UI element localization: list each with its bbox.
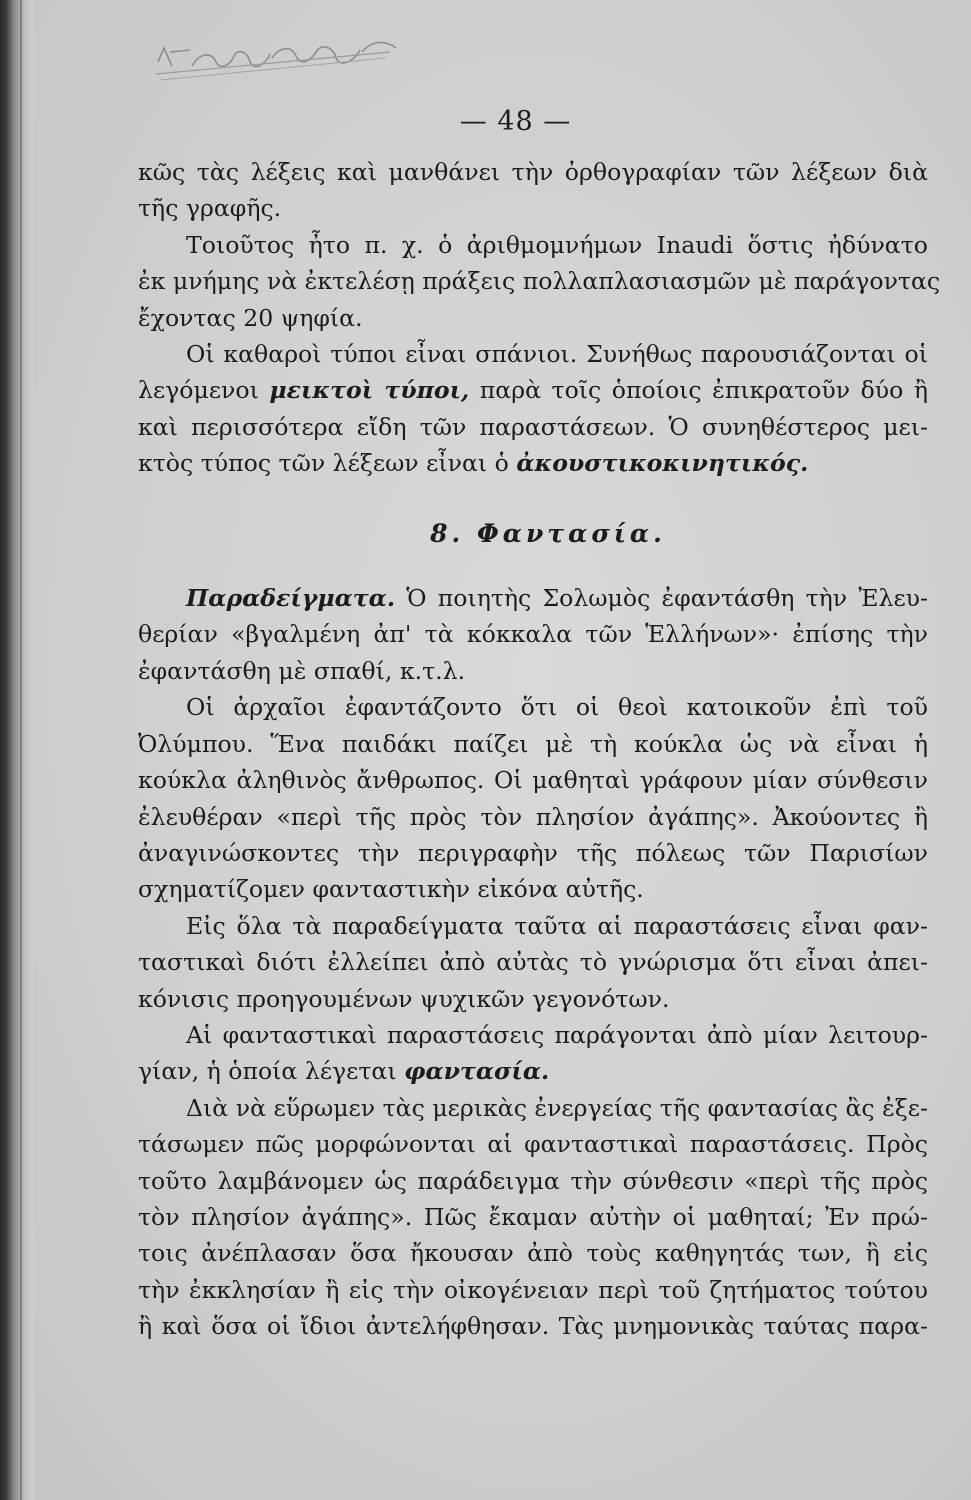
text-line: Οἱ καθαροὶ τύποι εἶναι σπάνιοι. Συνήθως παρουσιάζονται οἱ bbox=[186, 340, 928, 369]
page-binding-shadow bbox=[0, 0, 34, 1500]
paragraph bbox=[138, 227, 941, 336]
paragraph bbox=[138, 336, 928, 482]
text-line: Εἰς ὅλα τὰ παραδείγματα ταῦτα αἱ παραστάσεις εἶναι φαν- bbox=[186, 911, 928, 940]
text-line: Αἱ φανταστικαὶ παραστάσεις παράγονται ἀπὸ μίαν λειτουρ- bbox=[186, 1020, 928, 1049]
text-line: ἐκ μνήμης νὰ ἐκτελέσῃ πράξεις πολλαπλασιασμῶν μὲ παράγοντας bbox=[138, 267, 941, 296]
text-line bbox=[138, 1053, 928, 1089]
text-run: γίαν, ἡ ὁποία λέγεται bbox=[138, 1057, 397, 1086]
text-line: τῆς γραφῆς. bbox=[138, 194, 282, 223]
text-line: ἔχοντας 20 ψηφία. bbox=[138, 303, 363, 332]
text-line: Ὀλύμπου. Ἕνα παιδάκι παίζει μὲ τὴ κούκλα ὡς νὰ εἶναι ἡ bbox=[138, 729, 928, 758]
paragraph bbox=[138, 154, 928, 227]
text-run: λεγόμενοι bbox=[138, 376, 259, 405]
text-line: ἢ καὶ ὅσα οἱ ἴδιοι ἀντελήφθησαν. Τὰς μνημονικὰς ταύτας παρα- bbox=[138, 1312, 928, 1341]
text-run: Ὁ ποιητὴς Σολωμὸς ἐφαντάσθη τὴν Ἐλευ- bbox=[406, 584, 928, 613]
text-line: τάσωμεν πῶς μορφώνονται αἱ φανταστικαὶ παραστάσεις. Πρὸς bbox=[138, 1130, 928, 1159]
text-line: ταστικαὶ διότι ἐλλείπει ἀπὸ αὐτὰς τὸ γνώρισμα ὅτι εἶναι ἀπει- bbox=[138, 948, 928, 977]
text-line: σχηματίζομεν φανταστικὴν εἰκόνα αὐτῆς. bbox=[138, 875, 644, 904]
text-line: κούκλα ἀληθινὸς ἄνθρωπος. Οἱ μαθηταὶ γράφουν μίαν σύνθεσιν bbox=[138, 766, 928, 795]
emphasis-term: μεικτοὶ τύποι, bbox=[269, 376, 470, 405]
paragraph bbox=[138, 689, 928, 907]
text-line: Διὰ νὰ εὕρωμεν τὰς μερικὰς ἐνεργείας τῆς φαντασίας ἂς ἐξε- bbox=[186, 1093, 928, 1122]
text-line: ἐλευθέραν «περὶ τῆς πρὸς τὸν πλησίον ἀγάπης». Ἀκούοντες ἢ bbox=[138, 802, 928, 831]
text-line bbox=[138, 372, 928, 408]
paragraph bbox=[138, 1090, 928, 1345]
text-line: τοις ἀνέπλασαν ὅσα ἤκουσαν ἀπὸ τοὺς καθηγητάς των, ἢ εἰς bbox=[138, 1239, 928, 1268]
text-line: τὴν ἐκκλησίαν ἢ εἰς τὴν οἰκογένειαν περὶ τοῦ ζητήματος τούτου bbox=[138, 1275, 928, 1304]
body-text bbox=[138, 154, 941, 1345]
text-line bbox=[138, 445, 928, 481]
binding-edge-line bbox=[20, 0, 22, 1500]
text-line: τὸν πλησίον ἀγάπης». Πῶς ἔκαμαν αὐτὴν οἱ μαθηταί; Ἐν πρώ- bbox=[138, 1202, 928, 1231]
paragraph bbox=[138, 1017, 928, 1090]
text-run: παρὰ τοῖς ὁποίοις ἐπικρατοῦν δύο ἢ bbox=[479, 376, 929, 405]
text-line: τοῦτο λαμβάνομεν ὡς παράδειγμα τὴν σύνθεσιν «περὶ τῆς πρὸς bbox=[138, 1166, 928, 1195]
text-line: Οἱ ἀρχαῖοι ἐφαντάζοντο ὅτι οἱ θεοὶ κατοικοῦν ἐπὶ τοῦ bbox=[186, 693, 928, 722]
emphasis-term: Παραδείγματα. bbox=[186, 584, 396, 613]
text-run: κτὸς τύπος τῶν λέξεων εἶναι ὁ bbox=[138, 449, 509, 478]
text-line: Τοιοῦτος ἦτο π. χ. ὁ ἀριθμομνήμων Inaudi ὅστις ἠδύνατο bbox=[186, 230, 928, 259]
paragraph bbox=[138, 580, 928, 689]
text-line bbox=[138, 580, 928, 616]
text-line: ἐφαντάσθη μὲ σπαθί, κ.τ.λ. bbox=[138, 656, 466, 685]
handwritten-signature bbox=[150, 22, 410, 92]
section-heading: 8. Φαντασία. bbox=[430, 518, 666, 548]
text-line: θερίαν «βγαλμένη ἀπ' τὰ κόκκαλα τῶν Ἑλλήνων»· ἐπίσης τὴν bbox=[138, 620, 928, 649]
emphasis-term: ἀκουστικοκινητικός. bbox=[516, 449, 809, 478]
text-line: κόνισις προηγουμένων ψυχικῶν γεγονότων. bbox=[138, 984, 670, 1013]
emphasis-term: φαντασία. bbox=[404, 1057, 550, 1086]
paragraph bbox=[138, 908, 928, 1017]
text-line: ἀναγινώσκοντες τὴν περιγραφὴν τῆς πόλεως τῶν Παρισίων bbox=[138, 838, 928, 867]
page-number: — 48 — bbox=[459, 106, 572, 137]
text-line: καὶ περισσότερα εἴδη τῶν παραστάσεων. Ὁ συνηθέστερος μει- bbox=[138, 412, 928, 441]
text-line: κῶς τὰς λέξεις καὶ μανθάνει τὴν ὀρθογραφίαν τῶν λέξεων διὰ bbox=[138, 158, 928, 186]
